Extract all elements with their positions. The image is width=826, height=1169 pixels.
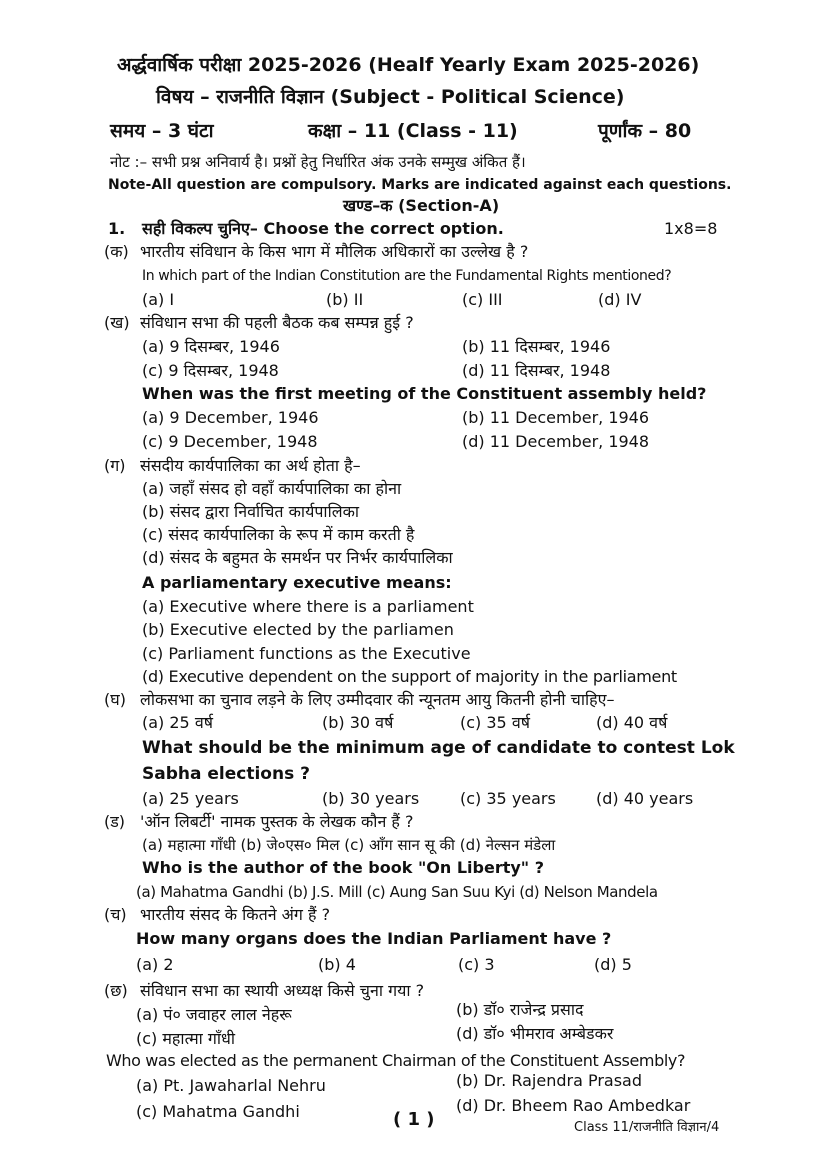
option: (d) Dr. Bheem Rao Ambedkar: [456, 1096, 691, 1115]
option: (b) 4: [318, 955, 356, 974]
subq-label: (ख): [104, 313, 130, 332]
option: (b) संसद द्वारा निर्वाचित कार्यपालिका: [142, 502, 360, 521]
max-marks: पूर्णांक – 80: [598, 120, 692, 142]
option: (b) Dr. Rajendra Prasad: [456, 1071, 642, 1090]
option: (b) 11 December, 1946: [462, 408, 650, 427]
option: (b) डॉ० राजेन्द्र प्रसाद: [456, 1000, 584, 1019]
option: (b) 30 वर्ष: [322, 713, 394, 732]
option: (d) 11 दिसम्बर, 1948: [462, 361, 611, 380]
subject-line: विषय – राजनीति विज्ञान (Subject - Political Science): [156, 86, 625, 108]
subq-k-english: In which part of the Indian Constitution are the Fundamental Rights mentioned?: [142, 268, 672, 284]
time-allowed: समय – 3 घंटा: [110, 120, 214, 142]
option: (d) 11 December, 1948: [462, 432, 650, 451]
options-row: (a) Mahatma Gandhi (b) J.S. Mill (c) Aung San Suu Kyi (d) Nelson Mandela: [136, 883, 658, 901]
option: (a) पं० जवाहर लाल नेहरू: [136, 1005, 292, 1024]
option: (b) 11 दिसम्बर, 1946: [462, 337, 611, 356]
subq-c-hindi: भारतीय संसद के कितने अंग हैं ?: [140, 905, 331, 924]
option: (c) 9 December, 1948: [142, 432, 318, 451]
option: (c) 3: [458, 955, 495, 974]
option: (a) I: [142, 290, 175, 309]
option: (b) 30 years: [322, 789, 420, 808]
option: (c) 35 years: [460, 789, 556, 808]
subq-label: (ड): [104, 812, 126, 831]
option: (c) 35 वर्ष: [460, 713, 530, 732]
subq-g-english: A parliamentary executive means:: [142, 573, 452, 592]
subq-gh-hindi: लोकसभा का चुनाव लड़ने के लिए उम्मीदवार की न्यूनतम आयु कितनी होनी चाहिए–: [140, 690, 615, 709]
subq-g-hindi: संसदीय कार्यपालिका का अर्थ होता है–: [140, 456, 361, 475]
page-number: ( 1 ): [393, 1109, 435, 1130]
subq-kh-english: When was the first meeting of the Constituent assembly held?: [142, 384, 707, 403]
subq-d-english: Who is the author of the book "On Liberty" ?: [142, 858, 544, 877]
option: (a) 9 दिसम्बर, 1946: [142, 337, 280, 356]
note-hindi: नोट :– सभी प्रश्न अनिवार्य है। प्रश्नों हेतु निर्धारित अंक उनके सम्मुख अंकित हैं।: [110, 153, 526, 171]
option: (a) Pt. Jawaharlal Nehru: [136, 1076, 326, 1095]
class-label: कक्षा – 11 (Class - 11): [308, 120, 518, 142]
subq-kh-hindi: संविधान सभा की पहली बैठक कब सम्पन्न हुई ?: [140, 313, 414, 332]
option: (c) Mahatma Gandhi: [136, 1102, 300, 1121]
subq-label: (घ): [104, 690, 126, 709]
exam-title: अर्द्धवार्षिक परीक्षा 2025-2026 (Healf Yearly Exam 2025-2026): [117, 54, 700, 76]
option: (a) 25 वर्ष: [142, 713, 213, 732]
subq-k-hindi: भारतीय संविधान के किस भाग में मौलिक अधिकारों का उल्लेख है ?: [140, 242, 529, 261]
option: (b) Executive elected by the parliamen: [142, 620, 454, 639]
option: (c) संसद कार्यपालिका के रूप में काम करती है: [142, 525, 415, 544]
subq-label: (ग): [104, 456, 126, 475]
option: (d) 40 वर्ष: [596, 713, 668, 732]
subq-ch-english: Who was elected as the permanent Chairman of the Constituent Assembly?: [106, 1051, 686, 1070]
subq-label: (छ): [104, 981, 128, 1000]
subq-label: (च): [104, 905, 127, 924]
option: (c) Parliament functions as the Executive: [142, 644, 471, 663]
option: (c) III: [462, 290, 503, 309]
option: (d) Executive dependent on the support of majority in the parliament: [142, 667, 677, 686]
option: (a) Executive where there is a parliament: [142, 597, 474, 616]
question-number: 1.: [108, 219, 126, 238]
subq-gh-english-cont: Sabha elections ?: [142, 764, 310, 784]
option: (c) महात्मा गाँधी: [136, 1029, 236, 1048]
option: (a) 2: [136, 955, 174, 974]
option: (d) 5: [594, 955, 632, 974]
option: (a) जहाँ संसद हो वहाँ कार्यपालिका का होना: [142, 479, 402, 498]
question-instruction: सही विकल्प चुनिए– Choose the correct option.: [142, 219, 504, 238]
subq-gh-english: What should be the minimum age of candidate to contest Lok: [142, 738, 735, 758]
options-row: (a) महात्मा गाँधी (b) जे०एस० मिल (c) ऑंग सान सू की (d) नेल्सन मंडेला: [142, 836, 556, 854]
option: (d) IV: [598, 290, 642, 309]
option: (d) डॉ० भीमराव अम्बेडकर: [456, 1024, 614, 1043]
note-english: Note-All question are compulsory. Marks are indicated against each questions.: [108, 177, 732, 193]
paper-code: Class 11/राजनीति विज्ञान/4: [574, 1120, 720, 1135]
option: (b) II: [326, 290, 364, 309]
section-heading: खण्ड–क (Section-A): [343, 196, 500, 215]
option: (d) संसद के बहुमत के समर्थन पर निर्भर कार्यपालिका: [142, 548, 453, 567]
option: (a) 9 December, 1946: [142, 408, 319, 427]
option: (d) 40 years: [596, 789, 694, 808]
subq-ch-hindi: संविधान सभा का स्थायी अध्यक्ष किसे चुना गया ?: [140, 981, 425, 1000]
option: (c) 9 दिसम्बर, 1948: [142, 361, 279, 380]
option: (a) 25 years: [142, 789, 239, 808]
subq-d-hindi: 'ऑन लिबर्टी' नामक पुस्तक के लेखक कौन हैं ?: [140, 812, 414, 831]
question-marks: 1x8=8: [664, 219, 718, 238]
subq-label: (क): [104, 242, 129, 261]
subq-c-english: How many organs does the Indian Parliament have ?: [136, 929, 612, 948]
